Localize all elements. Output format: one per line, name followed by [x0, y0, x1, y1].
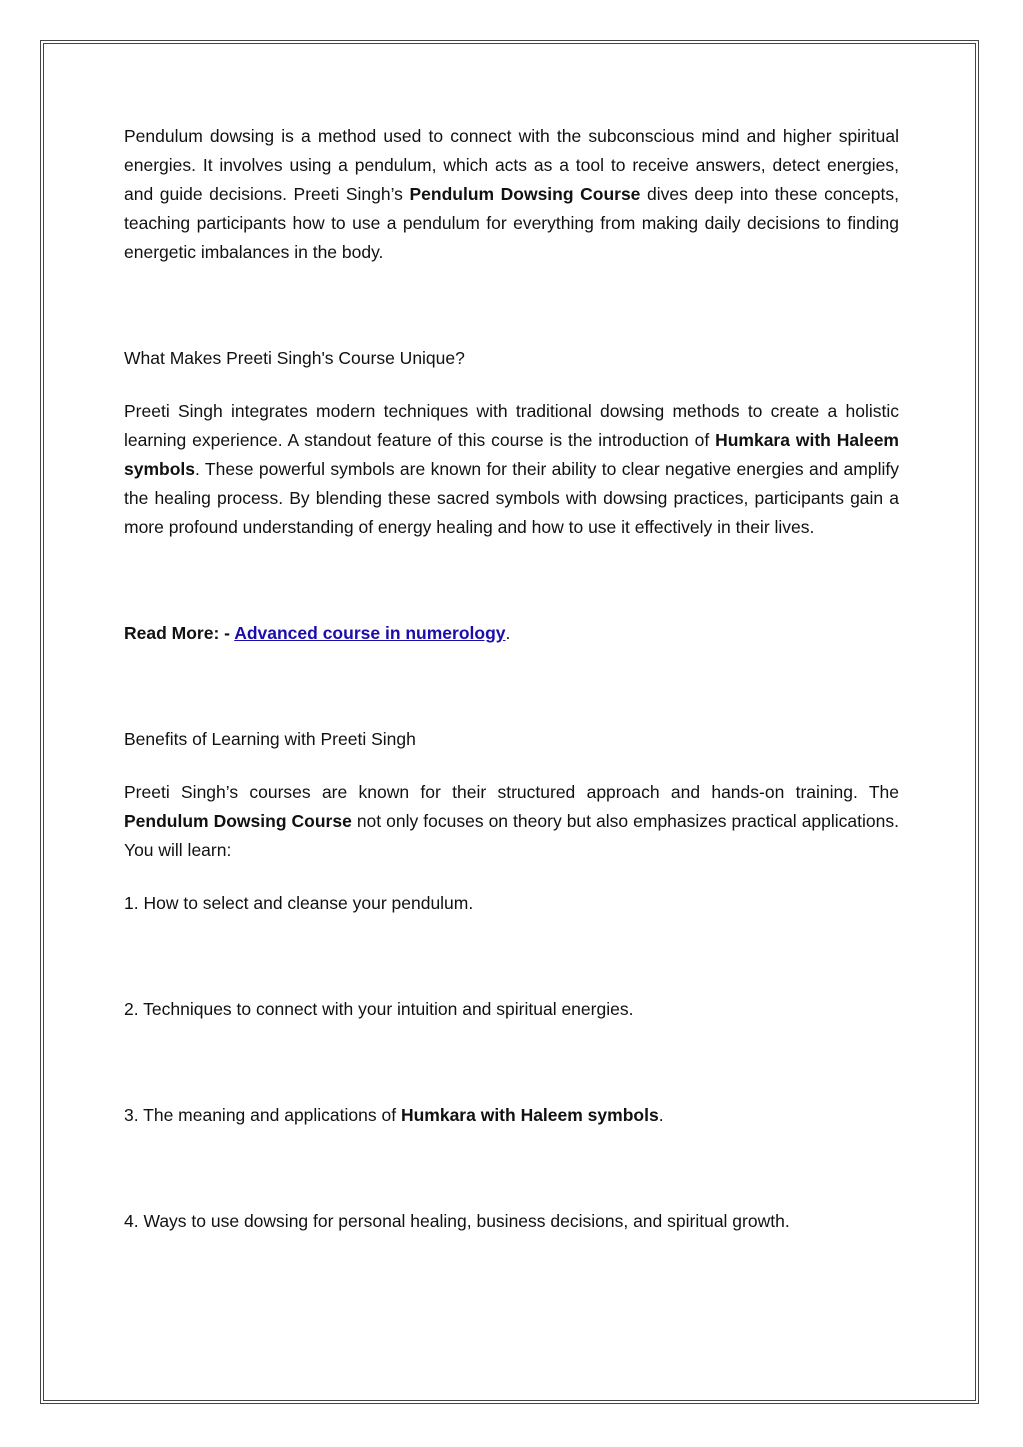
section-heading-benefits: Benefits of Learning with Preeti Singh: [124, 729, 416, 749]
intro-paragraph: Pendulum dowsing is a method used to connect with the subconscious mind and higher spiritual energies. It involves using a pendulum, which acts as a tool to receive answers, detect energies, and guide decisions. Preeti Singh’s Pendulum Dowsing Course dives deep into these concepts, teaching participants how to use a pendulum for everything from making daily decisions to finding energetic imbalances in the body.: [124, 126, 899, 262]
list-item-2: 2. Techniques to connect with your intuition and spiritual energies.: [124, 999, 634, 1019]
unique-symbols-name: Humkara with Haleem symbols: [124, 430, 899, 479]
intro-course-name: Pendulum Dowsing Course: [409, 184, 641, 204]
list-item-4: 4. Ways to use dowsing for personal healing, business decisions, and spiritual growth.: [124, 1211, 790, 1231]
list-item-1: 1. How to select and cleanse your pendulum.: [124, 893, 474, 913]
list-item-3-symbols: Humkara with Haleem symbols: [400, 1105, 659, 1125]
list-item-3: 3. The meaning and applications of Humkara with Haleem symbols.: [124, 1105, 664, 1125]
read-more-label: Read More: -: [124, 623, 235, 643]
benefits-paragraph: Preeti Singh’s courses are known for their structured approach and hands-on training. The Pendulum Dowsing Course not only focuses on theory but also emphasizes practical applications. You will learn:: [124, 782, 899, 860]
numerology-course-link[interactable]: Advanced course in numerology: [234, 623, 506, 643]
benefits-course-name: Pendulum Dowsing Course: [124, 811, 352, 831]
section-heading-unique: What Makes Preeti Singh's Course Unique?: [124, 348, 465, 368]
document-body: [124, 122, 899, 1236]
unique-paragraph: Preeti Singh integrates modern techniques with traditional dowsing methods to create a holistic learning experience. A standout feature of this course is the introduction of Humkara with Haleem symbols. These powerful symbols are known for their ability to clear negative energies and amplify the healing process. By blending these sacred symbols with dowsing practices, participants gain a more profound understanding of energy healing and how to use it effectively in their lives.: [124, 401, 899, 537]
read-more-line: Read More: - Advanced course in numerology.: [124, 623, 511, 643]
